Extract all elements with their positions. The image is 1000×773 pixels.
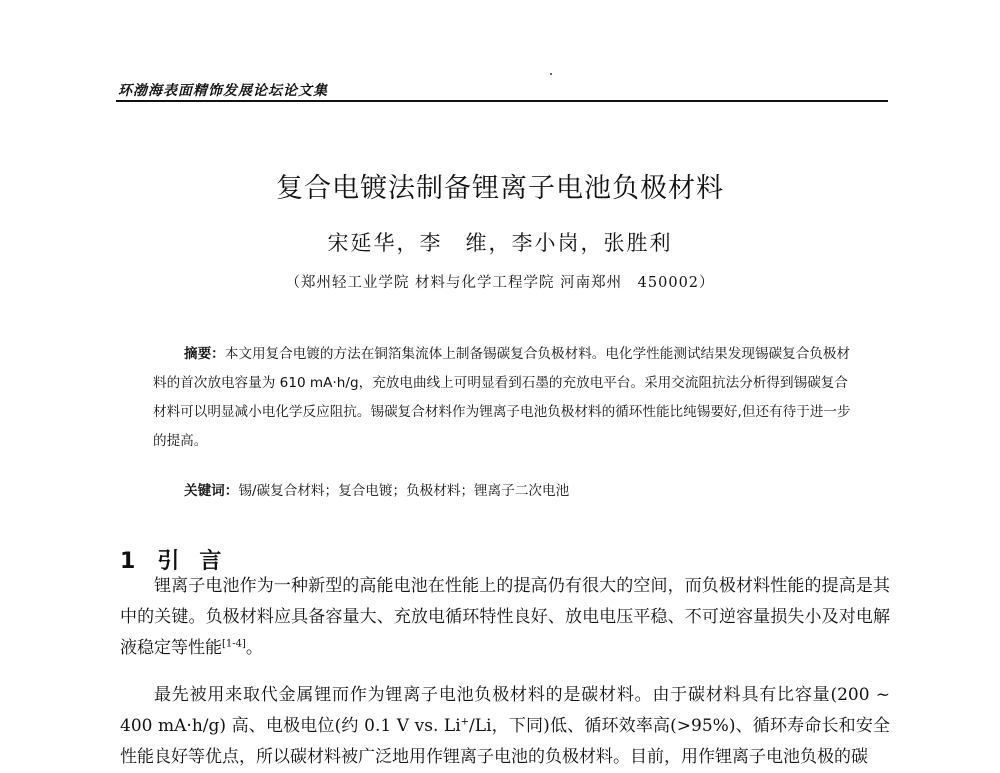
keywords (184, 479, 569, 499)
paragraph-2-text-b: /Li，下同)低、循环效率高(>95%)、循环寿命长和安全性能良好等优点，所以碳材料被广泛地用作锂离子电池的负极材料。目前，用作锂离子电池负极的碳 (120, 716, 890, 767)
abstract-text: 本文用复合电镀的方法在铜箔集流体上制备锡碳复合负极材料。电化学性能测试结果发现锡碳复合负极材料的首次放电容量为 610 mA·h/g，充放电曲线上可明显看到石墨的充放电平台。采用交流阻抗法分析得到锡碳复合材料可以明显减小电化学反应阻抗。锡碳复合材料作为锂离子电池负极材料的循环性能比纯锡要好,但还有待于进一步的提高。 (153, 346, 851, 449)
paper-title: 复合电镀法制备锂离子电池负极材料 (276, 173, 724, 204)
paper-authors: 宋延华，李 维，李小岗，张胜利 (327, 231, 673, 255)
abstract-label: 摘要： (184, 346, 225, 362)
abstract (153, 340, 853, 456)
keywords-text: 锡/碳复合材料；复合电镀；负极材料；锂离子二次电池 (238, 483, 570, 499)
keywords-label: 关键词： (184, 483, 239, 499)
section-title: 引言 (157, 549, 242, 574)
header-rule (116, 100, 888, 102)
running-title: 环渤海表面精饰发展论坛论文集 (118, 83, 328, 99)
paragraph-1-end: 。 (245, 638, 263, 658)
paragraph-2-text-a: 最先被用来取代金属锂而作为锂离子电池负极材料的是碳材料。由于碳材料具有比容量(200 ~ 400 mA·h/g) 高、电极电位(约 0.1 V vs. Li (120, 685, 890, 736)
section-number: 1 (120, 549, 136, 574)
paper-affiliation: （郑州轻工业学院 材料与化学工程学院 河南郑州 450002） (285, 275, 715, 291)
paragraph-1 (120, 571, 890, 664)
paragraph-2 (120, 680, 890, 773)
scan-speck (550, 73, 552, 75)
paragraph-1-text: 锂离子电池作为一种新型的高能电池在性能上的提高仍有很大的空间，而负极材料性能的提高是其中的关键。负极材料应具备容量大、充放电循环特性良好、放电电压平稳、不可逆容量损失小及对电解液稳定等性能 (120, 576, 890, 658)
ion-charge-superscript: + (460, 716, 470, 728)
citation-ref: [1-4] (222, 638, 246, 650)
